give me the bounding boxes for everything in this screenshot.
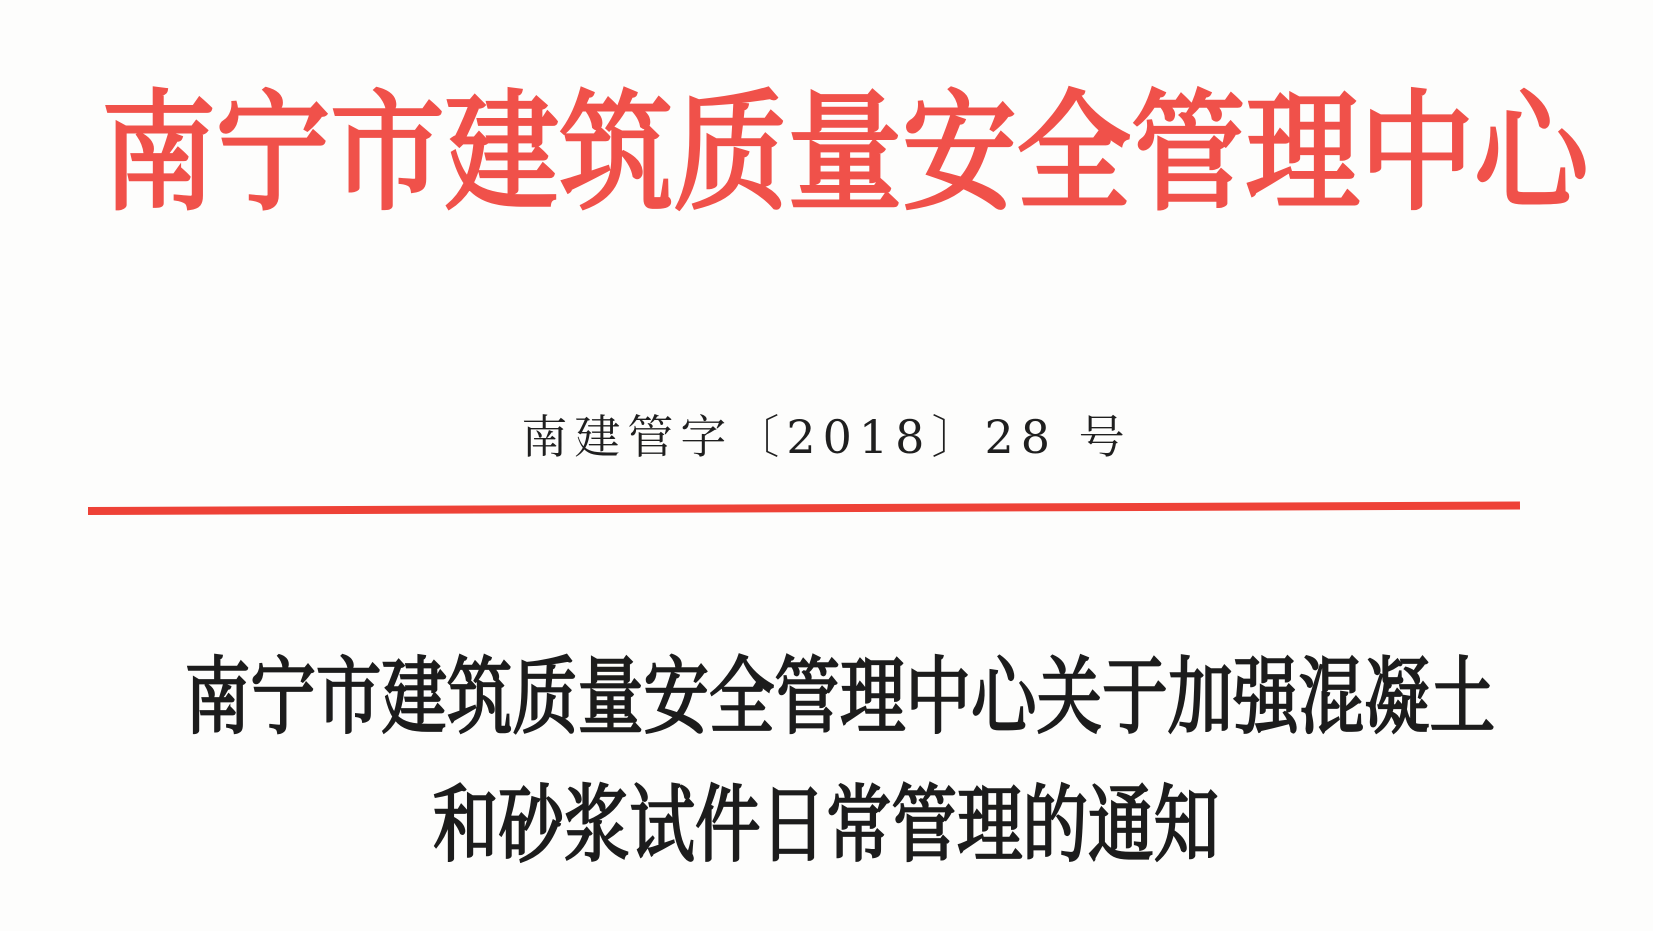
notice-title bbox=[0, 645, 1653, 901]
agency-name-text: 南宁市建筑质量安全管理中心 bbox=[101, 76, 1589, 229]
notice-title-line1-text: 南宁市建筑质量安全管理中心关于加强混凝土 bbox=[184, 647, 1496, 746]
red-divider-rule bbox=[88, 502, 1520, 515]
notice-title-line2 bbox=[0, 773, 1653, 901]
notice-title-line1 bbox=[0, 645, 1653, 773]
notice-title-line2-text: 和砂浆试件日常管理的通知 bbox=[433, 775, 1220, 874]
document-number: 南建管字〔2018〕28 号 bbox=[521, 410, 1132, 464]
agency-header bbox=[0, 78, 1653, 228]
